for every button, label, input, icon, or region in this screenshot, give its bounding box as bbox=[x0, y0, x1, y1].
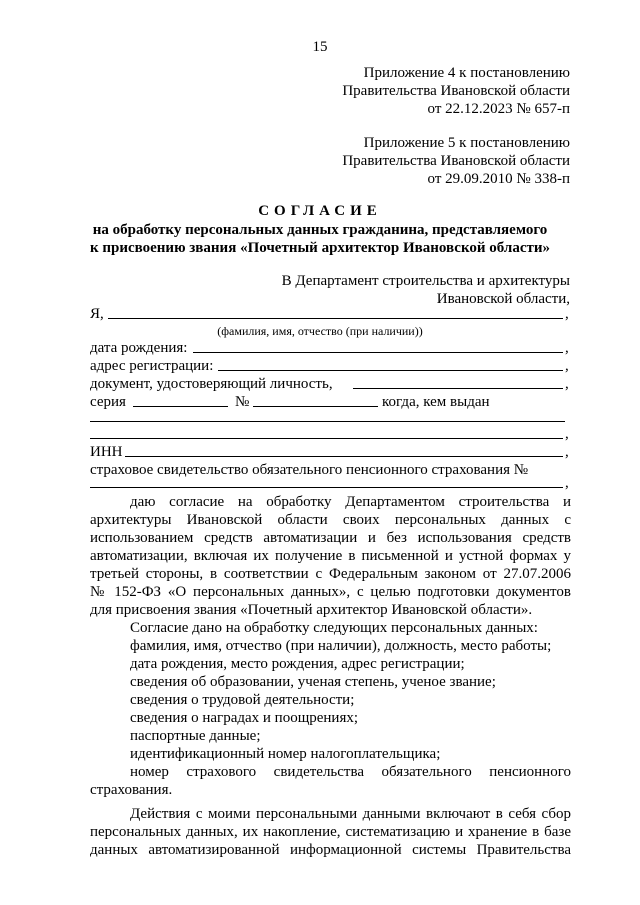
snils-field-line[interactable] bbox=[90, 487, 563, 488]
issued-label: когда, кем выдан bbox=[382, 394, 490, 410]
fio-hint: (фамилия, имя, отчество (при наличии)) bbox=[217, 324, 423, 338]
birth-field-line[interactable] bbox=[193, 352, 563, 353]
snils-comma: , bbox=[565, 475, 569, 491]
inn-field-line[interactable] bbox=[125, 456, 563, 457]
document-subtitle-1: на обработку персональных данных гражданина, представляемого bbox=[92, 222, 548, 238]
fio-field-line[interactable] bbox=[108, 318, 563, 319]
consent-p1-line-4: третьей стороны, в соответствии с Федеральным законом от 27.07.2006 bbox=[90, 566, 571, 582]
data-item: паспортные данные; bbox=[130, 728, 261, 744]
consent-p1-line-5: № 152-ФЗ «О персональных данных», с целью подготовки документов bbox=[90, 584, 571, 600]
document-title: СОГЛАСИЕ bbox=[258, 203, 382, 219]
data-item: сведения об образовании, ученая степень, ученое звание; bbox=[130, 674, 496, 690]
issued-field-line-2[interactable] bbox=[90, 438, 563, 439]
fio-comma: , bbox=[565, 306, 569, 322]
addressee-line2: Ивановской области, bbox=[436, 291, 570, 307]
data-item: дата рождения, место рождения, адрес регистрации; bbox=[130, 656, 465, 672]
address-label: адрес регистрации: bbox=[90, 358, 214, 374]
addressee-line1: В Департамент строительства и архитектуры bbox=[281, 273, 570, 289]
page-number: 15 bbox=[312, 39, 328, 55]
address-comma: , bbox=[565, 358, 569, 374]
data-item: сведения о трудовой деятельности; bbox=[130, 692, 355, 708]
data-item: фамилия, имя, отчество (при наличии), должность, место работы; bbox=[130, 638, 552, 654]
number-label: № bbox=[235, 394, 250, 410]
snils-label: страховое свидетельство обязательного пенсионного страхования № bbox=[90, 462, 529, 478]
consent-p1-line-2: использованием средств автоматизации и без использования средств bbox=[90, 530, 571, 546]
annex4-line2: Правительства Ивановской области bbox=[342, 83, 570, 99]
consent-p1-line-0 bbox=[130, 493, 571, 511]
annex4-line1: Приложение 4 к постановлению bbox=[363, 65, 570, 81]
annex4-line3: от 22.12.2023 № 657-п bbox=[427, 101, 570, 117]
inn-label: ИНН bbox=[90, 444, 123, 460]
data-item-last-2: страхования. bbox=[90, 782, 173, 798]
series-label: серия bbox=[90, 394, 126, 410]
annex5-line3: от 29.09.2010 № 338-п bbox=[427, 171, 570, 187]
data-item-last-1: номер страхового свидетельства обязательного пенсионного bbox=[130, 764, 571, 780]
consent-text: даю согласие на обработку Департаментом строительства и bbox=[130, 494, 571, 510]
inn-comma: , bbox=[565, 444, 569, 460]
document-subtitle-2: к присвоению звания «Почетный архитектор Ивановской области» bbox=[89, 240, 551, 256]
issued-comma: , bbox=[565, 426, 569, 442]
birth-comma: , bbox=[565, 340, 569, 356]
actions-p-line-1: персональных данных, их накопление, систематизацию и хранение в базе bbox=[90, 824, 571, 840]
address-field-line[interactable] bbox=[218, 370, 563, 371]
series-field-line[interactable] bbox=[133, 406, 228, 407]
annex5-line2: Правительства Ивановской области bbox=[342, 153, 570, 169]
data-item: идентификационный номер налогоплательщика; bbox=[130, 746, 441, 762]
actions-p-line-0: Действия с моими персональными данными включают в себя сбор bbox=[130, 806, 571, 822]
i-label: Я, bbox=[90, 306, 104, 322]
issued-field-line-1[interactable] bbox=[90, 421, 565, 422]
number-field-line[interactable] bbox=[253, 406, 378, 407]
id-doc-field-line[interactable] bbox=[353, 388, 563, 389]
data-item: сведения о наградах и поощрениях; bbox=[130, 710, 359, 726]
annex5-line1: Приложение 5 к постановлению bbox=[363, 135, 570, 151]
id-doc-label: документ, удостоверяющий личность, bbox=[90, 376, 333, 392]
consent-p1-last-line: для присвоения звания «Почетный архитектор Ивановской области». bbox=[90, 602, 533, 618]
id-doc-comma: , bbox=[565, 376, 569, 392]
consent-p1-line-1: архитектуры Ивановской области своих персональных данных с bbox=[90, 512, 571, 528]
actions-p-line-2: данных автоматизированной информационной системы Правительства bbox=[90, 842, 571, 858]
birth-label: дата рождения: bbox=[90, 340, 188, 356]
consent-p1-line-3: автоматизации, включая их получение в письменной и устной формах у bbox=[90, 548, 571, 564]
consent-intro: Согласие дано на обработку следующих персональных данных: bbox=[130, 620, 538, 636]
